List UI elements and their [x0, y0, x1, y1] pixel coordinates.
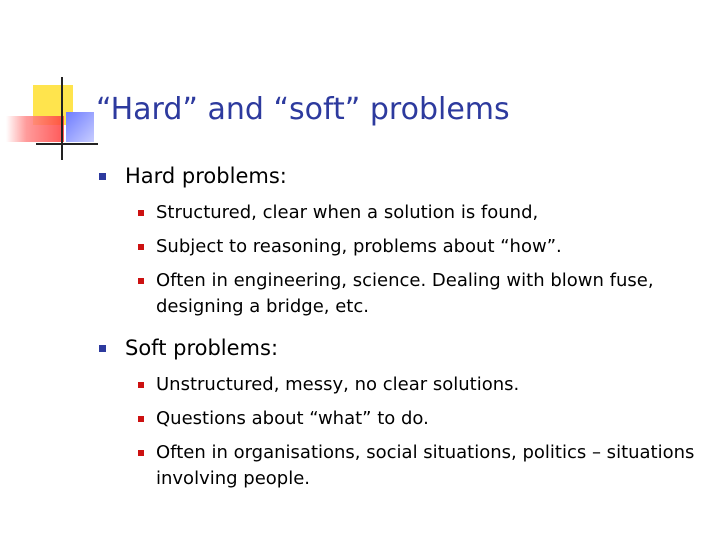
- section-heading: [96, 162, 696, 190]
- list-item: [96, 234, 696, 260]
- logo-vertical-line: [61, 77, 63, 160]
- bullet-square-icon: [138, 416, 144, 422]
- section-heading-label: Soft problems:: [125, 336, 279, 360]
- list-item-text: Unstructured, messy, no clear solutions.: [156, 374, 520, 395]
- section-heading-label: Hard problems:: [125, 164, 287, 188]
- list-item: [96, 406, 696, 432]
- list-item: [96, 268, 696, 320]
- slide-title: “Hard” and “soft” problems: [96, 92, 510, 127]
- slide-content: [96, 162, 696, 506]
- list-item-text: Questions about “what” to do.: [156, 408, 429, 429]
- section-hard: [96, 162, 696, 320]
- list-item: [96, 372, 696, 398]
- list-item-text: Subject to reasoning, problems about “how”.: [156, 236, 562, 257]
- bullet-square-icon: [138, 382, 144, 388]
- list-item-text: Often in engineering, science. Dealing with blown fuse, designing a bridge, etc.: [156, 270, 654, 317]
- list-item: [96, 440, 696, 492]
- logo-blue-square: [66, 112, 94, 142]
- list-item-text: Often in organisations, social situations, politics – situations involving people.: [156, 442, 695, 489]
- sub-bullet-list: [96, 200, 696, 320]
- list-item-text: Structured, clear when a solution is found,: [156, 202, 539, 223]
- section-heading: [96, 334, 696, 362]
- logo-horizontal-line: [36, 143, 98, 145]
- bullet-square-icon: [138, 210, 144, 216]
- bullet-square-icon: [138, 278, 144, 284]
- list-item: [96, 200, 696, 226]
- logo-graphic: [0, 0, 110, 170]
- bullet-square-icon: [99, 173, 106, 180]
- bullet-square-icon: [138, 450, 144, 456]
- sub-bullet-list: [96, 372, 696, 492]
- section-soft: [96, 334, 696, 492]
- logo-red-bar: [6, 116, 64, 142]
- bullet-square-icon: [138, 244, 144, 250]
- bullet-square-icon: [99, 345, 106, 352]
